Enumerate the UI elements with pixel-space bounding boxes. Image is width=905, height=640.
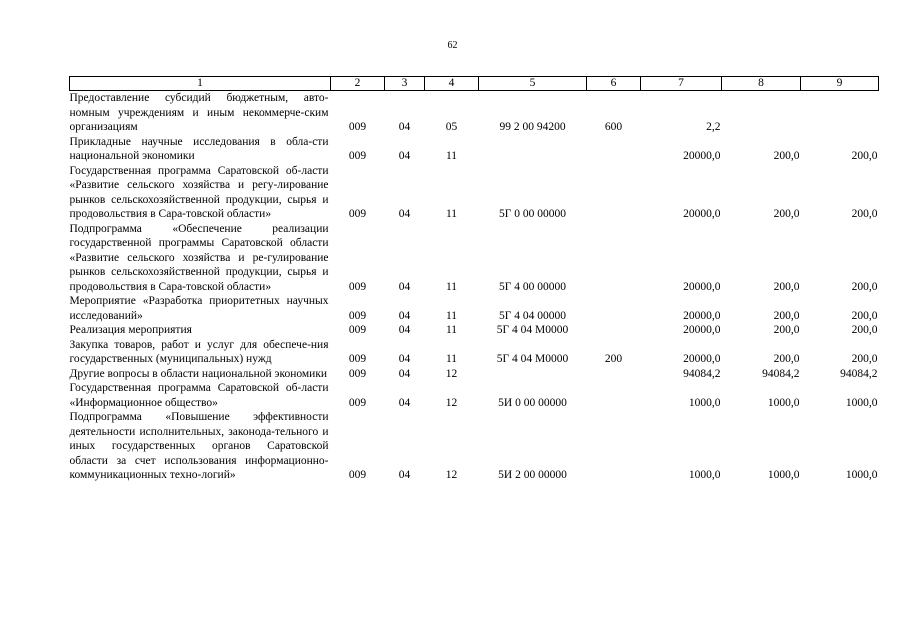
- expense-type-cell: [587, 381, 641, 410]
- amount-year1-cell: 2,2: [706, 121, 721, 133]
- table-body: [70, 91, 879, 483]
- section-code-cell: 04: [398, 396, 411, 409]
- amount-year1-cell: 20000,0: [683, 208, 721, 220]
- row-name-cell: Прикладные научные исследования в обла-сти национальной экономики: [69, 135, 329, 162]
- amount-year3-cell: 200,0: [851, 324, 878, 336]
- section-code-cell: 04: [398, 150, 411, 162]
- amount-year3-cell: 200,0: [851, 280, 878, 293]
- ved-code-cell: 009: [348, 121, 367, 133]
- ved-code-cell: 009: [348, 309, 367, 322]
- table-row: [70, 164, 879, 222]
- expense-type-cell: [587, 367, 641, 382]
- expense-type-cell: [587, 135, 641, 164]
- section-code-cell: 04: [398, 367, 411, 380]
- target-article-cell: 5Г 4 04 00000: [498, 309, 567, 322]
- amount-year1-cell: 1000,0: [688, 396, 721, 409]
- expense-type-cell: 600: [604, 121, 623, 133]
- ved-code-cell: 009: [348, 469, 367, 481]
- amount-year2-cell: 200,0: [773, 309, 800, 322]
- budget-table: [69, 76, 879, 483]
- section-code-cell: 04: [398, 208, 411, 220]
- row-name-cell: Реализация мероприятия: [69, 324, 192, 336]
- header-col-3: 3: [385, 77, 425, 91]
- section-code-cell: 04: [398, 309, 411, 322]
- row-name-cell: Государственная программа Саратовской об-ласти «Развитие сельского хозяйства и регу-лирование рынков сельскохозяйственной продукции, сырья и продовольствия в Сара-товской области»: [69, 164, 329, 220]
- ved-code-cell: 009: [348, 208, 367, 220]
- row-name-cell: Подпрограмма «Обеспечение реализации государственной программы Саратовской области «Развитие сельского хозяйства и ре-гулирование рынков сельскохозяйственной продукции, сырья и продовольствия в Сара-товской области»: [69, 222, 329, 293]
- table-row: [70, 338, 879, 367]
- table-row: [70, 294, 879, 323]
- amount-year2-cell: [722, 91, 801, 135]
- header-col-5: 5: [479, 77, 587, 91]
- target-article-cell: 5И 0 00 00000: [498, 396, 567, 409]
- target-article-cell: 5И 2 00 00000: [498, 469, 567, 481]
- amount-year2-cell: 200,0: [773, 280, 800, 293]
- expense-type-cell: [587, 222, 641, 295]
- row-name-cell: Государственная программа Саратовской об-ласти «Информационное общество»: [69, 382, 329, 409]
- table-row: [70, 381, 879, 410]
- target-article-cell: 5Г 4 04 М0000: [496, 324, 569, 336]
- subsection-code-cell: 11: [445, 309, 458, 322]
- amount-year2-cell: 200,0: [773, 208, 800, 220]
- table-row: [70, 410, 879, 483]
- ved-code-cell: 009: [348, 280, 367, 293]
- subsection-code-cell: 11: [445, 280, 458, 293]
- amount-year2-cell: 200,0: [773, 353, 800, 365]
- header-col-6: 6: [587, 77, 641, 91]
- row-name-cell: Другие вопросы в области национальной экономики: [69, 367, 328, 380]
- target-article-cell: [479, 135, 587, 164]
- ved-code-cell: 009: [348, 396, 367, 409]
- amount-year3-cell: 200,0: [851, 208, 878, 220]
- subsection-code-cell: 11: [445, 150, 458, 162]
- amount-year1-cell: 20000,0: [683, 280, 721, 293]
- subsection-code-cell: 11: [445, 208, 458, 220]
- header-col-2: 2: [331, 77, 385, 91]
- header-col-9: 9: [801, 77, 879, 91]
- subsection-code-cell: 05: [445, 121, 458, 133]
- section-code-cell: 04: [398, 469, 411, 481]
- header-row: [70, 77, 879, 91]
- ved-code-cell: 009: [348, 150, 367, 162]
- amount-year1-cell: 20000,0: [683, 324, 721, 336]
- amount-year2-cell: 200,0: [773, 324, 800, 336]
- target-article-cell: 5Г 4 00 00000: [498, 280, 567, 293]
- expense-type-cell: [587, 410, 641, 483]
- amount-year1-cell: 20000,0: [683, 353, 721, 365]
- ved-code-cell: 009: [348, 353, 367, 365]
- amount-year1-cell: 20000,0: [683, 150, 721, 162]
- row-name-cell: Предоставление субсидий бюджетным, авто-номным учреждениям и иным некоммерче-ским организациям: [69, 92, 329, 133]
- subsection-code-cell: 12: [445, 396, 458, 409]
- amount-year3-cell: 94084,2: [840, 367, 878, 380]
- subsection-code-cell: 12: [445, 469, 458, 481]
- header-col-7: 7: [641, 77, 722, 91]
- section-code-cell: 04: [398, 280, 411, 293]
- table-row: [70, 367, 879, 382]
- table-row: [70, 323, 879, 338]
- ved-code-cell: 009: [348, 324, 367, 336]
- target-article-cell: 5Г 0 00 00000: [498, 208, 567, 220]
- expense-type-cell: [587, 294, 641, 323]
- amount-year2-cell: 200,0: [773, 150, 800, 162]
- amount-year2-cell: 1000,0: [767, 396, 800, 409]
- amount-year1-cell: 94084,2: [683, 367, 721, 380]
- section-code-cell: 04: [398, 324, 411, 336]
- amount-year1-cell: 1000,0: [688, 469, 721, 481]
- amount-year3-cell: 1000,0: [845, 469, 878, 481]
- header-col-1: 1: [70, 77, 331, 91]
- amount-year2-cell: 94084,2: [762, 367, 800, 380]
- expense-type-cell: 200: [604, 353, 623, 365]
- target-article-cell: 5Г 4 04 М0000: [496, 353, 569, 365]
- target-article-cell: [479, 367, 587, 382]
- row-name-cell: Закупка товаров, работ и услуг для обеспече-ния государственных (муниципальных) нужд: [69, 338, 329, 365]
- ved-code-cell: 009: [348, 367, 367, 380]
- subsection-code-cell: 12: [445, 367, 458, 380]
- expense-type-cell: [587, 323, 641, 338]
- table-row: [70, 91, 879, 135]
- amount-year2-cell: 1000,0: [767, 469, 800, 481]
- table-row: [70, 135, 879, 164]
- amount-year1-cell: 20000,0: [683, 309, 721, 322]
- subsection-code-cell: 11: [445, 324, 458, 336]
- subsection-code-cell: 11: [445, 353, 458, 365]
- section-code-cell: 04: [398, 121, 411, 133]
- amount-year3-cell: 200,0: [851, 309, 878, 322]
- expense-type-cell: [587, 164, 641, 222]
- table-row: [70, 222, 879, 295]
- amount-year3-cell: 1000,0: [845, 396, 878, 409]
- target-article-cell: 99 2 00 94200: [499, 121, 566, 133]
- row-name-cell: Мероприятие «Разработка приоритетных научных исследований»: [69, 295, 329, 322]
- amount-year3-cell: 200,0: [851, 353, 878, 365]
- header-col-8: 8: [722, 77, 801, 91]
- amount-year3-cell: [801, 91, 879, 135]
- section-code-cell: 04: [398, 353, 411, 365]
- row-name-cell: Подпрограмма «Повышение эффективности деятельности исполнительных, законода-тельного и иных государственных органов Саратовской области за счет использования информационно-коммуникационных техно-логий»: [69, 411, 329, 481]
- amount-year3-cell: 200,0: [851, 150, 878, 162]
- page-number: 62: [447, 40, 458, 51]
- header-col-4: 4: [425, 77, 479, 91]
